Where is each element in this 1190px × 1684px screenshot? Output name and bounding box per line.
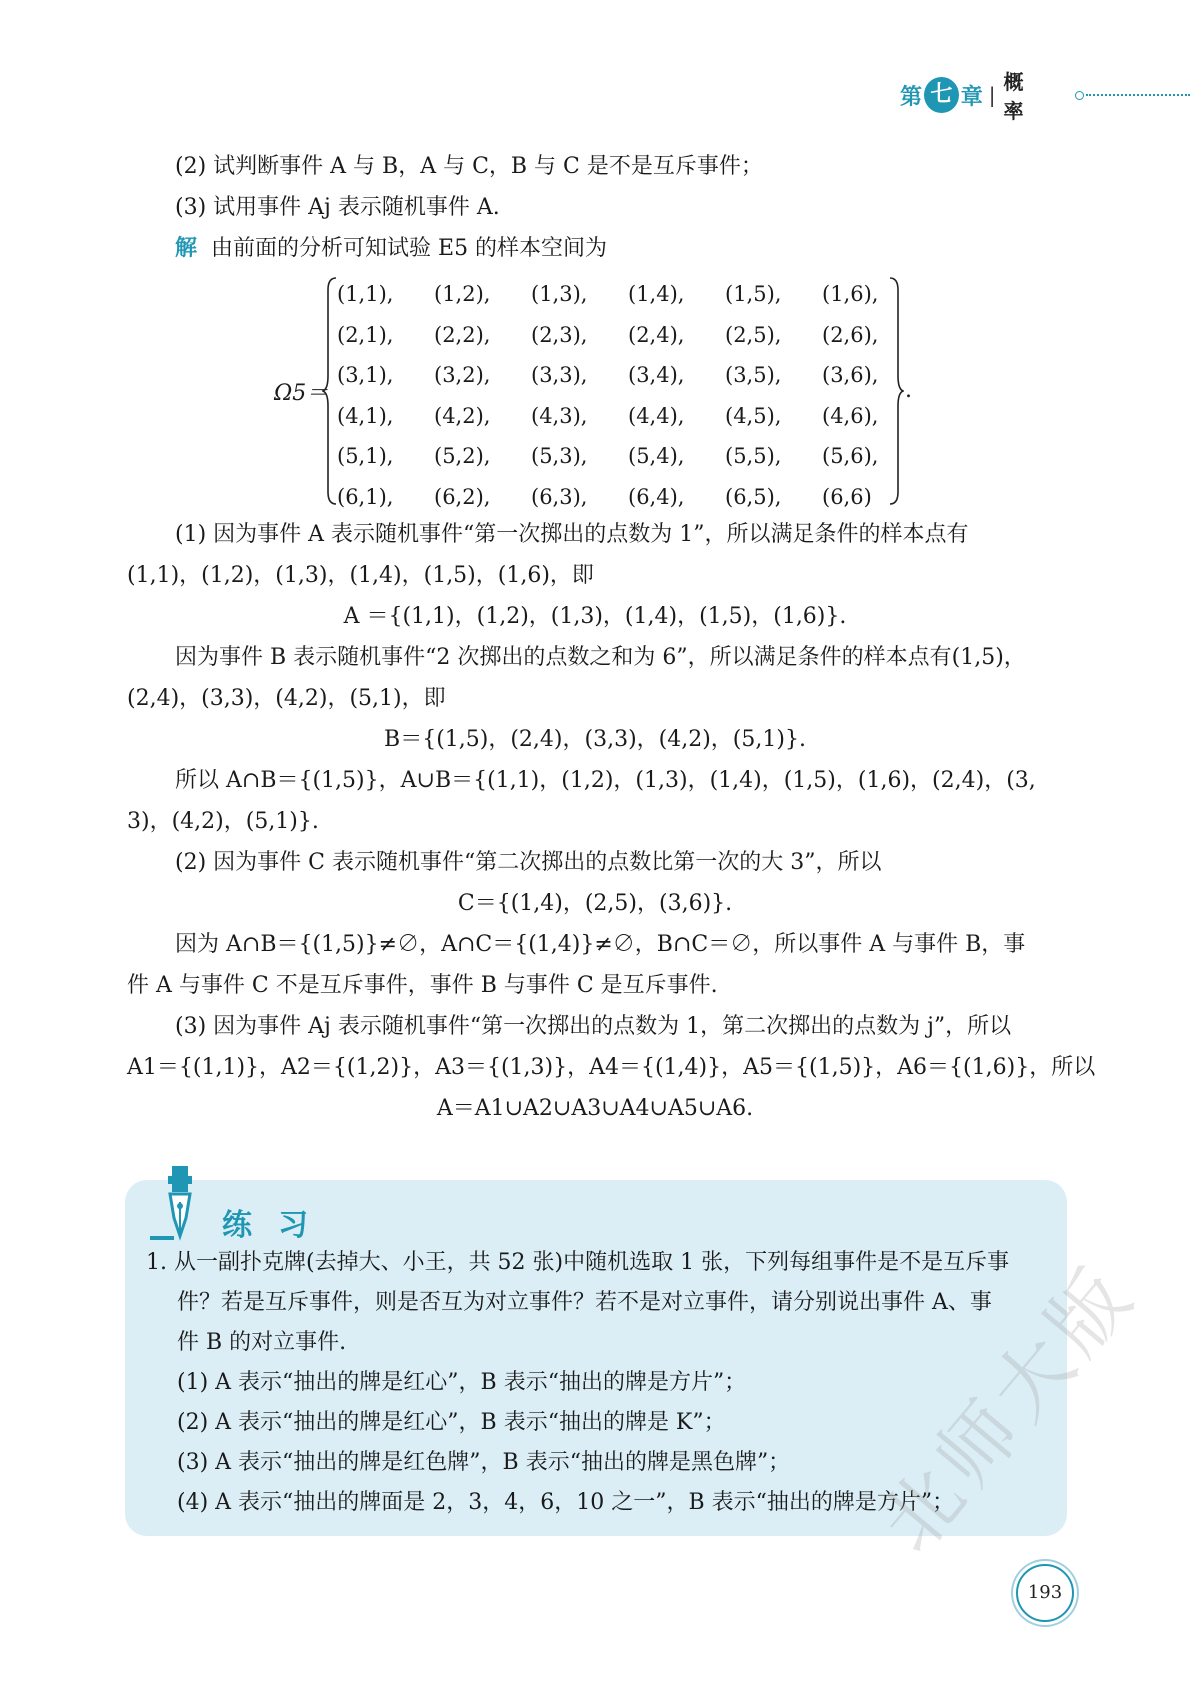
matrix-cell: (2,1), — [337, 322, 394, 347]
para-2-line-2: (2,4)，(3,3)，(4,2)，(5,1)，即 — [127, 686, 446, 711]
chapter-suffix: 章 — [960, 84, 983, 110]
fountain-pen-icon — [148, 1162, 208, 1242]
matrix-cell: (6,2), — [434, 484, 491, 509]
chapter-separator: | — [988, 83, 996, 107]
question-2: (2) 试判断事件 A 与 B，A 与 C，B 与 C 是不是互斥事件； — [175, 154, 763, 179]
matrix-cell: (5,2), — [434, 444, 491, 469]
solution-label: 解 — [175, 236, 198, 261]
matrix-end-period: . — [905, 378, 912, 403]
matrix-cell: (6,1), — [337, 484, 394, 509]
matrix-cell: (3,3), — [531, 363, 588, 388]
omega-label: Ω5＝ — [274, 381, 329, 406]
para-1-line-1: (1) 因为事件 A 表示随机事件“第一次掷出的点数为 1”，所以满足条件的样本点有 — [175, 522, 969, 547]
para-2-line-1: 因为事件 B 表示随机事件“2 次掷出的点数之和为 6”，所以满足条件的样本点有(1,5)， — [175, 645, 1026, 670]
header-dot-icon — [1075, 91, 1084, 100]
practice-sub-1: (1) A 表示“抽出的牌是红心”，B 表示“抽出的牌是方片”； — [177, 1370, 747, 1395]
matrix-cell: (3,2), — [434, 363, 491, 388]
matrix-cell: (5,6), — [822, 444, 879, 469]
practice-item-1-line-3: 件 B 的对立事件. — [177, 1330, 347, 1355]
union-equation: A＝A1∪A2∪A3∪A4∪A5∪A6. — [436, 1096, 754, 1121]
matrix-cell: (1,1), — [337, 282, 394, 307]
matrix-cell: (5,5), — [725, 444, 782, 469]
matrix-cell: (1,2), — [434, 282, 491, 307]
para-5-line-1: 因为 A∩B＝{(1,5)}≠∅，A∩C＝{(1,4)}≠∅，B∩C＝∅，所以事件 A 与事件 B，事 — [175, 932, 1026, 957]
set-c-equation: C＝{(1,4)，(2,5)，(3,6)}. — [457, 891, 733, 916]
matrix-cell: (3,6), — [822, 363, 879, 388]
practice-sub-4: (4) A 表示“抽出的牌面是 2，3，4，6，10 之一”，B 表示“抽出的牌是方片”； — [177, 1490, 955, 1515]
matrix-cell: (2,3), — [531, 322, 588, 347]
matrix-cell: (4,6), — [822, 403, 879, 428]
solution-intro-line — [175, 234, 607, 264]
set-b-equation: B＝{(1,5)，(2,4)，(3,3)，(4,2)，(5,1)}. — [384, 727, 806, 752]
matrix-cell: (6,6) — [822, 484, 872, 509]
solution-intro: 由前面的分析可知试验 E5 的样本空间为 — [211, 236, 608, 261]
matrix-cell: (3,5), — [725, 363, 782, 388]
matrix-cell: (4,3), — [531, 403, 588, 428]
matrix-cell: (1,3), — [531, 282, 588, 307]
matrix-cell: (2,4), — [628, 322, 685, 347]
set-a-equation: A ＝{(1,1)，(1,2)，(1,3)，(1,4)，(1,5)，(1,6)}. — [343, 604, 847, 629]
practice-title: 练习 — [222, 1208, 334, 1243]
publisher-watermark: 北师大版 — [863, 1248, 1154, 1570]
practice-sub-2: (2) A 表示“抽出的牌是红心”，B 表示“抽出的牌是 K”； — [177, 1410, 726, 1435]
para-4-line-1: (2) 因为事件 C 表示随机事件“第二次掷出的点数比第一次的大 3”，所以 — [175, 850, 882, 875]
para-6-line-1: (3) 因为事件 Aj 表示随机事件“第一次掷出的点数为 1，第二次掷出的点数为 j”，所以 — [175, 1014, 1012, 1039]
chapter-number-badge: 七 — [924, 77, 959, 113]
para-3-line-1: 所以 A∩B＝{(1,5)}，A∪B＝{(1,1)，(1,2)，(1,3)，(1,4)，(1,5)，(1,6)，(2,4)，(3, — [175, 768, 1036, 793]
header-dotted-rule — [1086, 94, 1190, 96]
matrix-cell: (3,4), — [628, 363, 685, 388]
para-3-line-2: 3)，(4,2)，(5,1)}. — [127, 809, 319, 834]
para-6-line-2: A1＝{(1,1)}，A2＝{(1,2)}，A3＝{(1,3)}，A4＝{(1,4)}，A5＝{(1,5)}，A6＝{(1,6)}，所以 — [127, 1055, 1096, 1080]
left-brace-icon — [322, 276, 338, 506]
matrix-cell: (1,6), — [822, 282, 879, 307]
matrix-cell: (4,4), — [628, 403, 685, 428]
matrix-cell: (6,5), — [725, 484, 782, 509]
matrix-cell: (5,3), — [531, 444, 588, 469]
matrix-row — [337, 274, 919, 315]
matrix-cell: (4,2), — [434, 403, 491, 428]
matrix-cell: (5,4), — [628, 444, 685, 469]
matrix-cell: (2,6), — [822, 322, 879, 347]
matrix-cell: (3,1), — [337, 363, 394, 388]
chapter-prefix: 第 — [900, 84, 923, 110]
matrix-cell: (1,4), — [628, 282, 685, 307]
matrix-cell: (6,4), — [628, 484, 685, 509]
practice-item-1-line-1: 1. 从一副扑克牌(去掉大、小王，共 52 张)中随机选取 1 张，下列每组事件是不是互斥事 — [146, 1250, 1010, 1275]
matrix-cell: (2,2), — [434, 322, 491, 347]
matrix-row — [337, 477, 919, 518]
para-5-line-2: 件 A 与事件 C 不是互斥事件，事件 B 与事件 C 是互斥事件. — [127, 973, 718, 998]
matrix-row — [337, 355, 919, 396]
para-1-line-2: (1,1)，(1,2)，(1,3)，(1,4)，(1,5)，(1,6)，即 — [127, 563, 594, 588]
practice-sub-3: (3) A 表示“抽出的牌是红色牌”，B 表示“抽出的牌是黑色牌”； — [177, 1450, 791, 1475]
matrix-row — [337, 315, 919, 356]
chapter-title: 概率 — [1003, 70, 1038, 123]
question-3: (3) 试用事件 Aj 表示随机事件 A. — [175, 195, 500, 220]
matrix-cell: (1,5), — [725, 282, 782, 307]
chapter-header — [900, 70, 1190, 123]
right-brace-icon — [888, 276, 904, 506]
sample-space-matrix — [337, 274, 919, 517]
matrix-cell: (4,5), — [725, 403, 782, 428]
page-number: 193 — [1016, 1564, 1074, 1622]
practice-item-1-line-2: 件？若是互斥事件，则是否互为对立事件？若不是对立事件，请分别说出事件 A、事 — [177, 1290, 992, 1315]
matrix-row — [337, 396, 919, 437]
matrix-cell: (4,1), — [337, 403, 394, 428]
matrix-cell: (6,3), — [531, 484, 588, 509]
matrix-cell: (5,1), — [337, 444, 394, 469]
matrix-cell: (2,5), — [725, 322, 782, 347]
matrix-row — [337, 436, 919, 477]
